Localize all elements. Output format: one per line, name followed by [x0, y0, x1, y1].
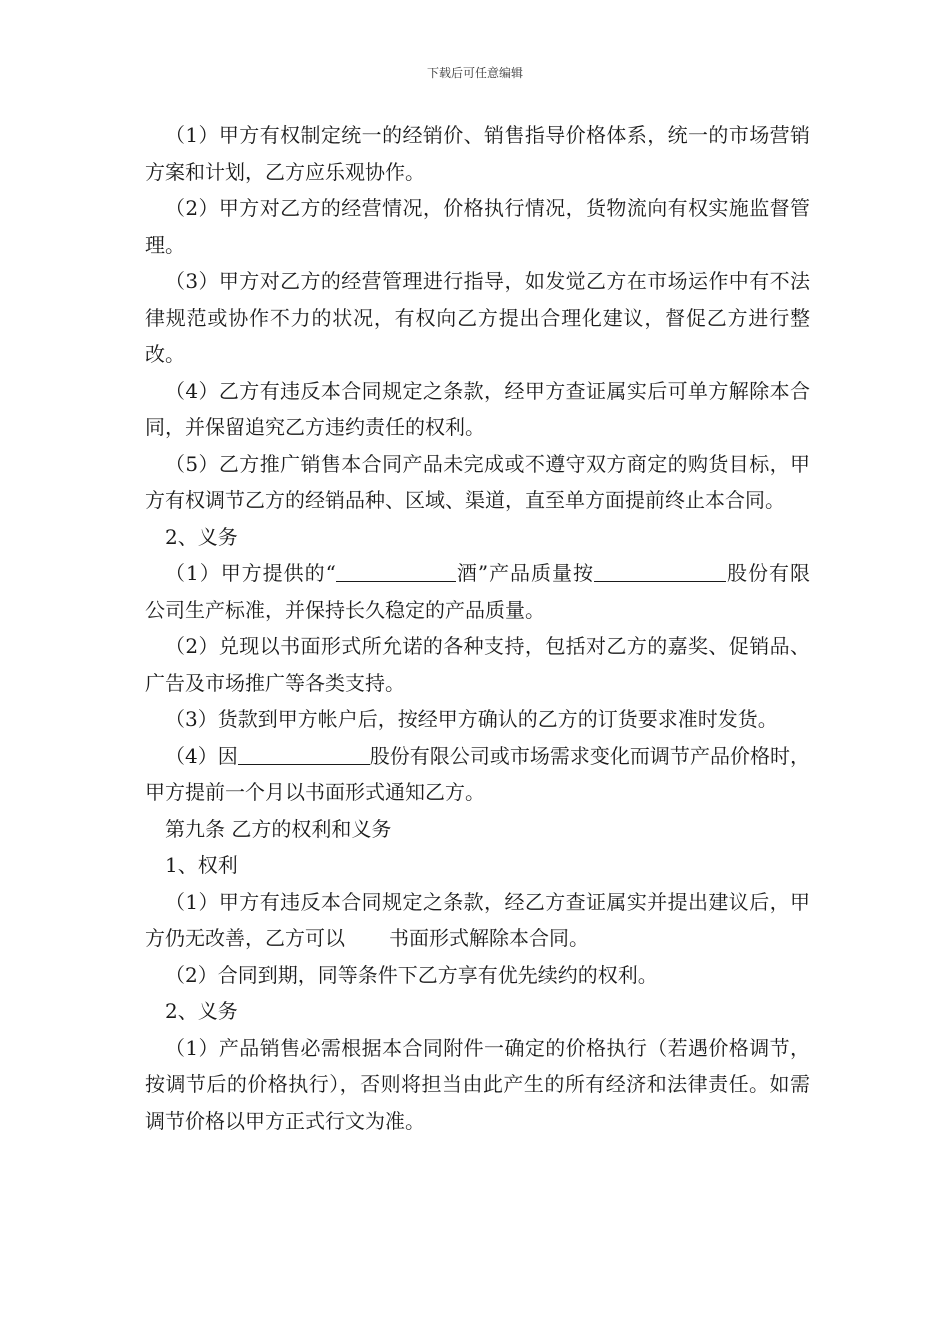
paragraph: （4）乙方有违反本合同规定之条款，经甲方查证属实后可单方解除本合同，并保留追究乙方违约责任的权利。	[145, 378, 810, 439]
paragraph: （1）产品销售必需根据本合同附件一确定的价格执行（若遇价格调节，按调节后的价格执行），否则将担当由此产生的所有经济和法律责任。如需调节价格以甲方正式行文为准。	[145, 1035, 810, 1133]
fill-blank	[238, 744, 370, 765]
text: 股份有限公司或市场需求变化而调节产品价格时，甲方提前一个月以书面形式通知乙方。	[145, 743, 810, 804]
page-header-note: 下载后可任意编辑	[426, 66, 523, 80]
text: （1）甲方提供的“	[165, 561, 336, 585]
text: 股份有限公司生产标准，并保持长久稳定的产品质量。	[145, 561, 810, 622]
fill-blank	[594, 561, 726, 582]
paragraph	[145, 884, 810, 957]
text: （1）甲方有违反本合同规定之条款，经乙方查证属实并提出建议后，甲方仍无改善，乙方可以	[145, 889, 810, 950]
document-body	[145, 117, 810, 1139]
paragraph	[145, 555, 810, 628]
text: 书面形式解除本合同。	[389, 926, 589, 950]
paragraph: （2）合同到期，同等条件下乙方享有优先续约的权利。	[165, 962, 658, 987]
section-heading: 1、权利	[165, 853, 238, 877]
paragraph: （1）甲方有权制定统一的经销价、销售指导价格体系，统一的市场营销方案和计划，乙方应乐观协作。	[145, 123, 810, 184]
paragraph: （3）货款到甲方帐户后，按经甲方确认的乙方的订货要求准时发货。	[165, 707, 778, 731]
section-heading: 2、义务	[165, 999, 238, 1023]
paragraph: （2）兑现以书面形式所允诺的各种支持，包括对乙方的嘉奖、促销品、广告及市场推广等各类支持。	[145, 634, 810, 695]
text: （4）因	[165, 743, 238, 768]
article-heading: 第九条 乙方的权利和义务	[165, 816, 392, 841]
paragraph: （5）乙方推广销售本合同产品未完成或不遵守双方商定的购货目标，甲方有权调节乙方的经销品种、区域、渠道，直至单方面提前终止本合同。	[145, 451, 810, 512]
section-heading: 2、义务	[165, 524, 238, 549]
paragraph	[145, 738, 810, 811]
text: 酒”产品质量按	[455, 561, 595, 585]
fill-blank	[336, 561, 456, 582]
paragraph: （3）甲方对乙方的经营管理进行指导，如发觉乙方在市场运作中有不法律规范或协作不力的状况，有权向乙方提出合理化建议，督促乙方进行整改。	[145, 269, 810, 366]
paragraph: （2）甲方对乙方的经营情况，价格执行情况，货物流向有权实施监督管理。	[145, 196, 810, 257]
